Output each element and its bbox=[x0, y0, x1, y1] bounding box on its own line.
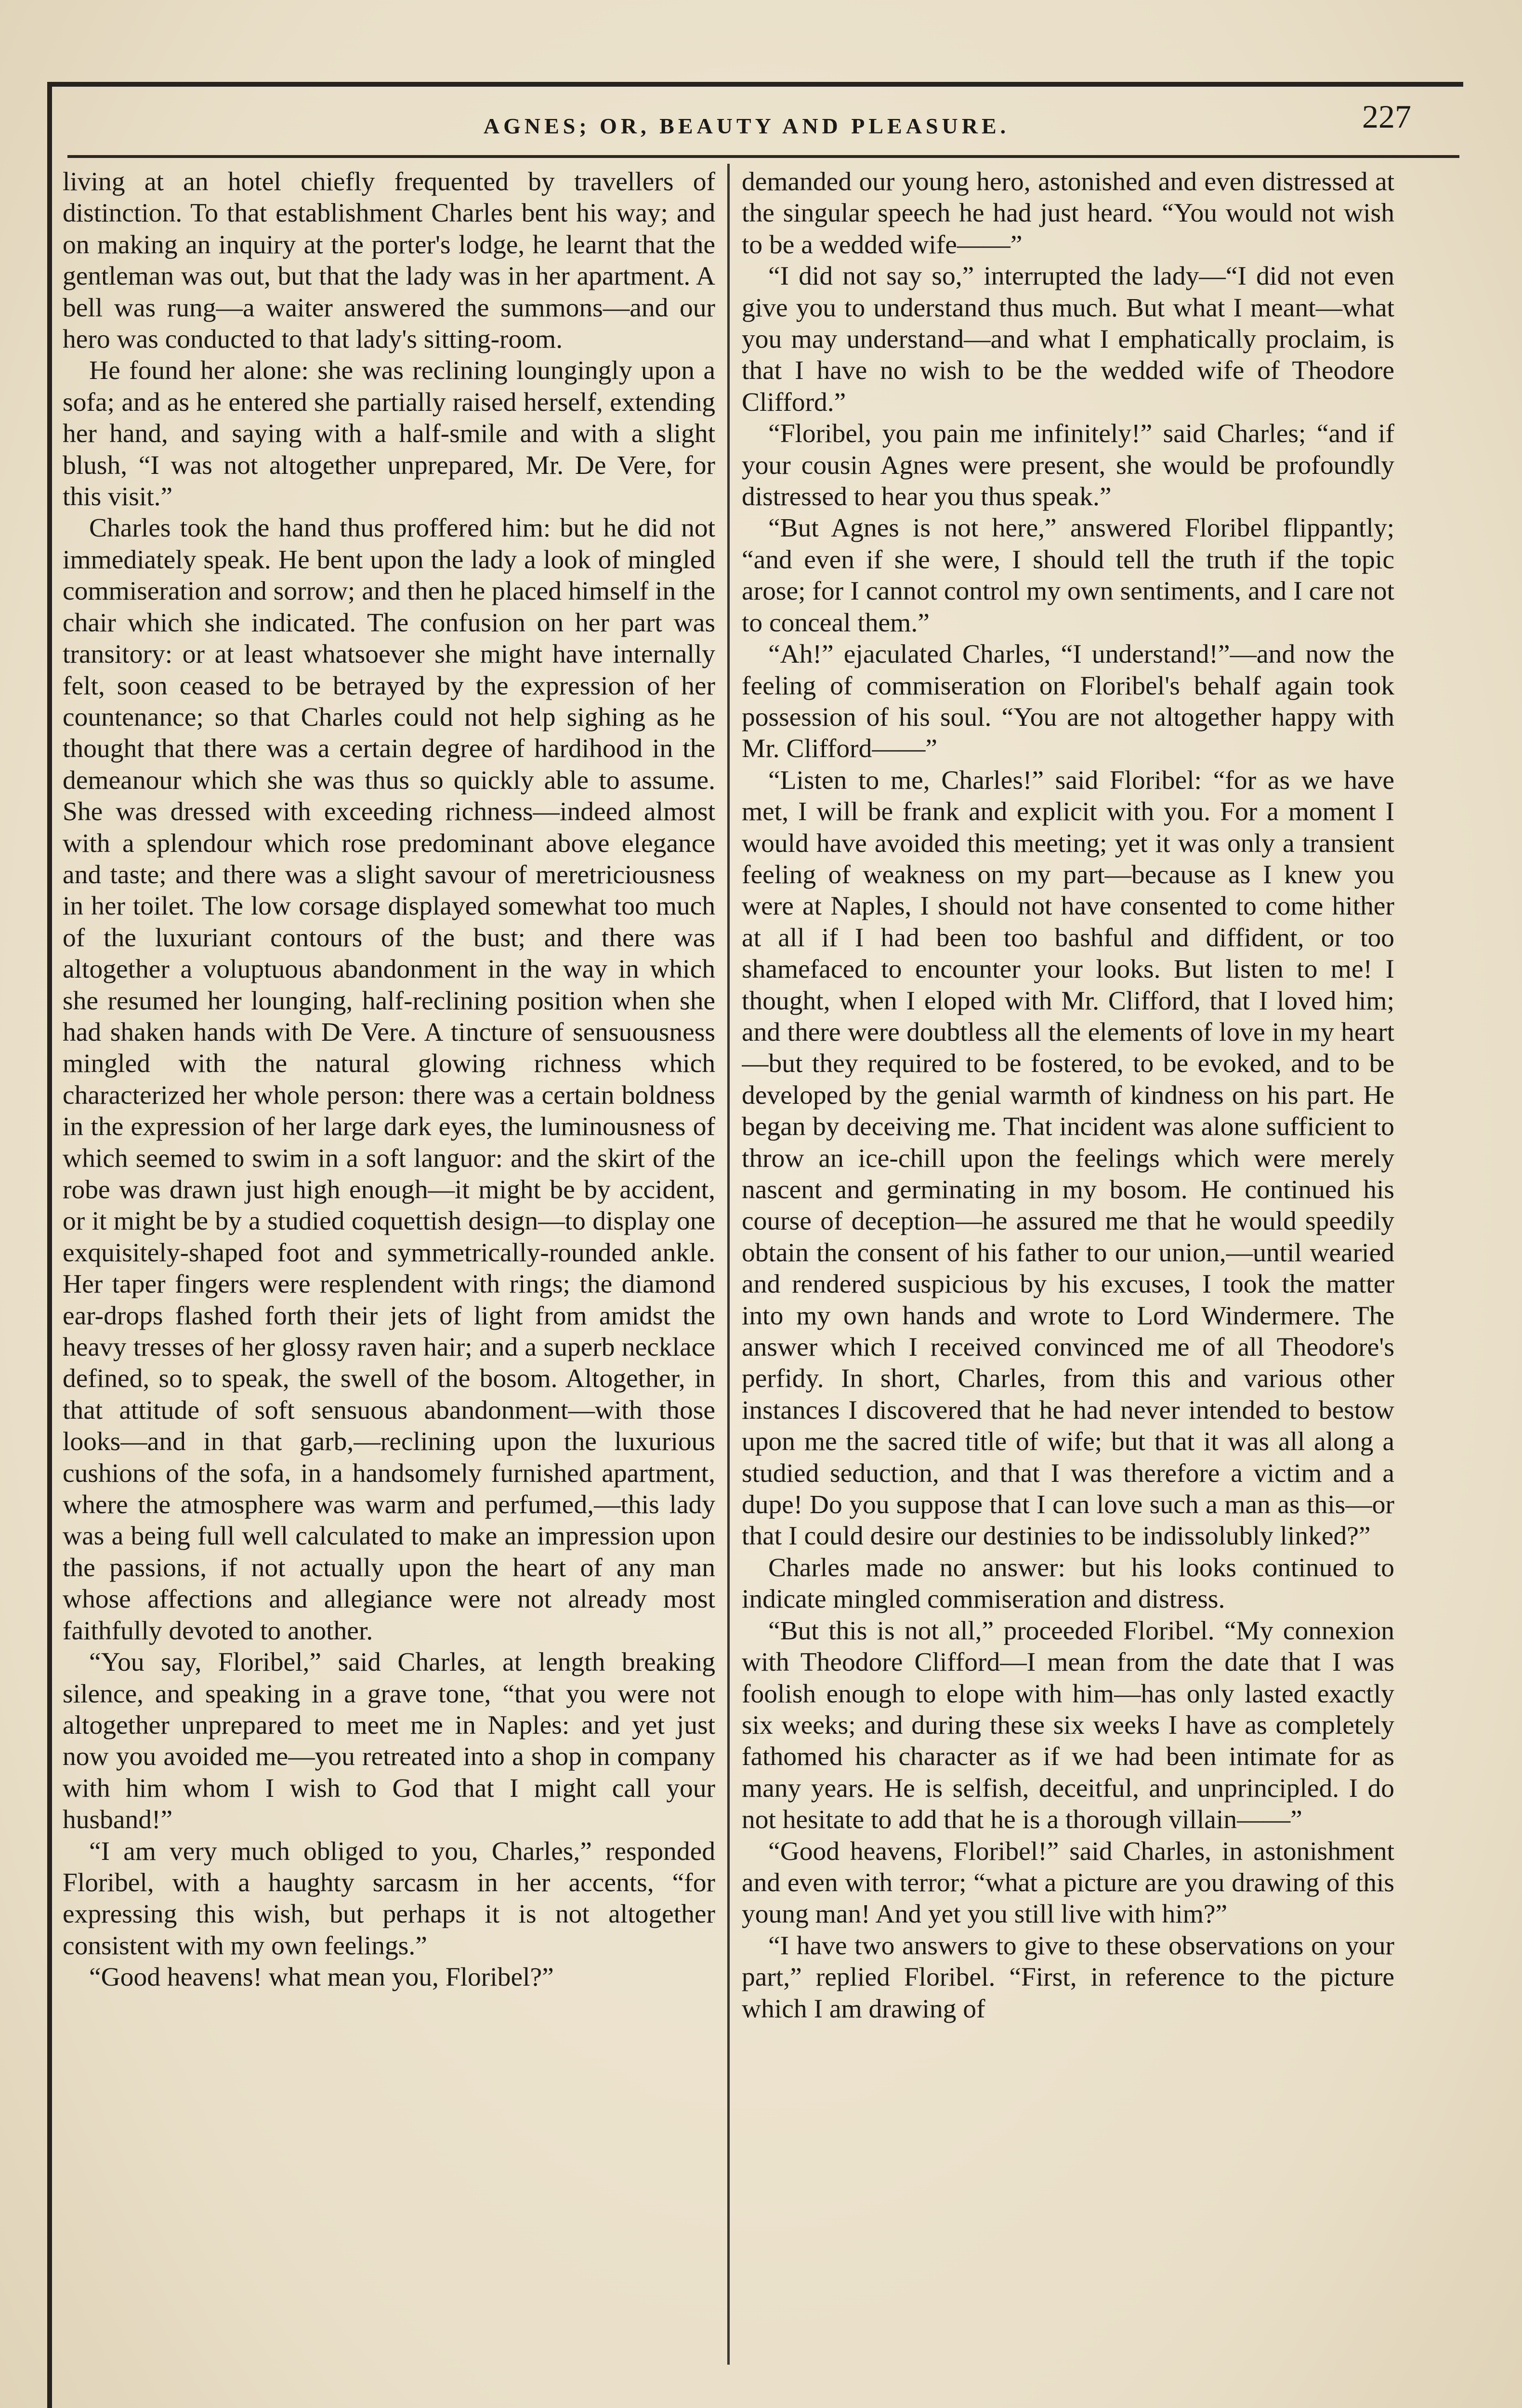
column-divider bbox=[727, 164, 730, 2365]
paragraph: “But this is not all,” proceeded Floribel. “My connexion with Theodore Clifford—I mean from the date that I was foolish enough to elope with him—has only lasted exactly six weeks; and during these six weeks I have as completely fathomed his character as if we had been intimate for as many years. He is selfish, deceitful, and unprincipled. I do not hesitate to add that he is a thorough villain——” bbox=[742, 1616, 1394, 1835]
header-rule bbox=[67, 155, 1459, 158]
running-title: AGNES; OR, BEAUTY AND PLEASURE. bbox=[483, 114, 1010, 138]
paragraph: “I did not say so,” interrupted the lady—“I did not even give you to understand thus much. But what I meant—what you may understand—and what I emphatically proclaim, is that I have no wish to be the wedded wife of Theodore Clifford.” bbox=[742, 262, 1394, 417]
paragraph: “Floribel, you pain me infinitely!” said Charles; “and if your cousin Agnes were present, she would be profoundly distressed to hear you thus speak.” bbox=[742, 419, 1394, 512]
paragraph: “Listen to me, Charles!” said Floribel: “for as we have met, I will be frank and explicit with you. For a moment I would have avoided this meeting; yet it was only a transient feeling of weakness on my part—because as I knew you were at Naples, I should not have consented to come hither at all if I had been too bashful and diffident, or too shamefaced to encounter your looks. But listen to me! I thought, when I eloped with Mr. Clifford, that I loved him; and there were doubtless all the elements of love in my heart—but they required to be fostered, to be evoked, and to be developed by the genial warmth of kindness on his part. He began by deceiving me. That incident was alone sufficient to throw an ice-chill upon the feelings which were merely nascent and germinating in my bosom. He continued his course of deception—he assured me that he would speedily obtain the consent of his father to our union,—until wearied and rendered suspicious by his excuses, I took the matter into my own hands and wrote to Lord Windermere. The answer which I received convinced me of all Theodore's perfidy. In short, Charles, from this and various other instances I discovered that he had never intended to bestow upon me the sacred title of wife; but that it was all along a studied seduction, and that I was therefore a victim and a dupe! Do you suppose that I can love such a man as this—or that I could desire our destinies to be indissolubly linked?” bbox=[742, 765, 1394, 1551]
paragraph: “I am very much obliged to you, Charles,” responded Floribel, with a haughty sarcasm in her accents, “for expressing this wish, but perhaps it is not altogether consistent with my own feelings.” bbox=[63, 1836, 715, 1961]
paragraph: living at an hotel chiefly frequented by travellers of distinction. To that establishment Charles bent his way; and on making an inquiry at the porter's lodge, he learnt that the gentleman was out, but that the lady was in her apartment. A bell was rung—a waiter answered the summons—and our hero was conducted to that lady's sitting-room. bbox=[63, 167, 715, 354]
right-column bbox=[742, 166, 1394, 2353]
paragraph: demanded our young hero, astonished and even distressed at the singular speech he had just heard. “You would not wish to be a wedded wife——” bbox=[742, 167, 1394, 260]
paragraph: He found her alone: she was reclining loungingly upon a sofa; and as he entered she partially raised herself, extending her hand, and saying with a half-smile and with a slight blush, “I was not altogether unprepared, Mr. De Vere, for this visit.” bbox=[63, 356, 715, 512]
paragraph: “But Agnes is not here,” answered Floribel flippantly; “and even if she were, I should tell the truth if the topic arose; for I cannot control my own sentiments, and I care not to conceal them.” bbox=[742, 513, 1394, 638]
paragraph: Charles took the hand thus proffered him: but he did not immediately speak. He bent upon the lady a look of mingled commiseration and sorrow; and then he placed himself in the chair which she indicated. The confusion on her part was transitory: or at least whatsoever she might have internally felt, soon ceased to be betrayed by the expression of her countenance; so that Charles could not help sighing as he thought that there was a certain degree of hardihood in the demeanour which she was thus so quickly able to assume. She was dressed with exceeding richness—indeed almost with a splendour which rose predominant above elegance and taste; and there was a slight savour of meretriciousness in her toilet. The low corsage displayed somewhat too much of the luxuriant contours of the bust; and there was altogether a voluptuous abandonment in the way in which she resumed her lounging, half-reclining position when she had shaken hands with De Vere. A tincture of sensuousness mingled with the natural glowing richness which characterized her whole person: there was a certain boldness in the expression of her large dark eyes, the luminousness of which seemed to swim in a soft languor: and the skirt of the robe was drawn just high enough—it might be by accident, or it might be by a studied coquettish design—to display one exquisitely-shaped foot and symmetrically-rounded ankle. Her taper fingers were resplendent with rings; the diamond ear-drops flashed forth their jets of light from amidst the heavy tresses of her glossy raven hair; and a superb necklace defined, so to speak, the swell of the bosom. Altogether, in that attitude of soft sensuous abandonment—with those looks—and in that garb,—reclining upon the luxurious cushions of the sofa, in a handsomely furnished apartment, where the atmosphere was warm and perfumed,—this lady was a being full well calculated to make an impression upon the passions, if not actually upon the heart of any man whose affections and allegiance were not already most faithfully devoted to another. bbox=[63, 513, 715, 1646]
page-header bbox=[67, 94, 1426, 152]
paragraph: “Ah!” ejaculated Charles, “I understand!”—and now the feeling of commiseration on Floribel's behalf again took possession of his soul. “You are not altogether happy with Mr. Clifford——” bbox=[742, 640, 1394, 764]
paragraph: “Good heavens, Floribel!” said Charles, in astonishment and even with terror; “what a picture are you drawing of this young man! And yet you still live with him?” bbox=[742, 1836, 1394, 1929]
left-column bbox=[63, 166, 715, 2353]
paragraph: “You say, Floribel,” said Charles, at length breaking silence, and speaking in a grave tone, “that you were not altogether unprepared to meet me in Naples: and yet just now you avoided me—you retreated into a shop in company with him whom I wish to God that I might call your husband!” bbox=[63, 1648, 715, 1835]
paragraph: “Good heavens! what mean you, Floribel?” bbox=[89, 1963, 554, 1992]
page-number: 227 bbox=[1362, 98, 1411, 135]
paragraph: “I have two answers to give to these observations on your part,” replied Floribel. “First, in reference to the picture which I am drawing of bbox=[742, 1931, 1394, 2024]
paragraph: Charles made no answer: but his looks continued to indicate mingled commiseration and distress. bbox=[742, 1553, 1394, 1614]
